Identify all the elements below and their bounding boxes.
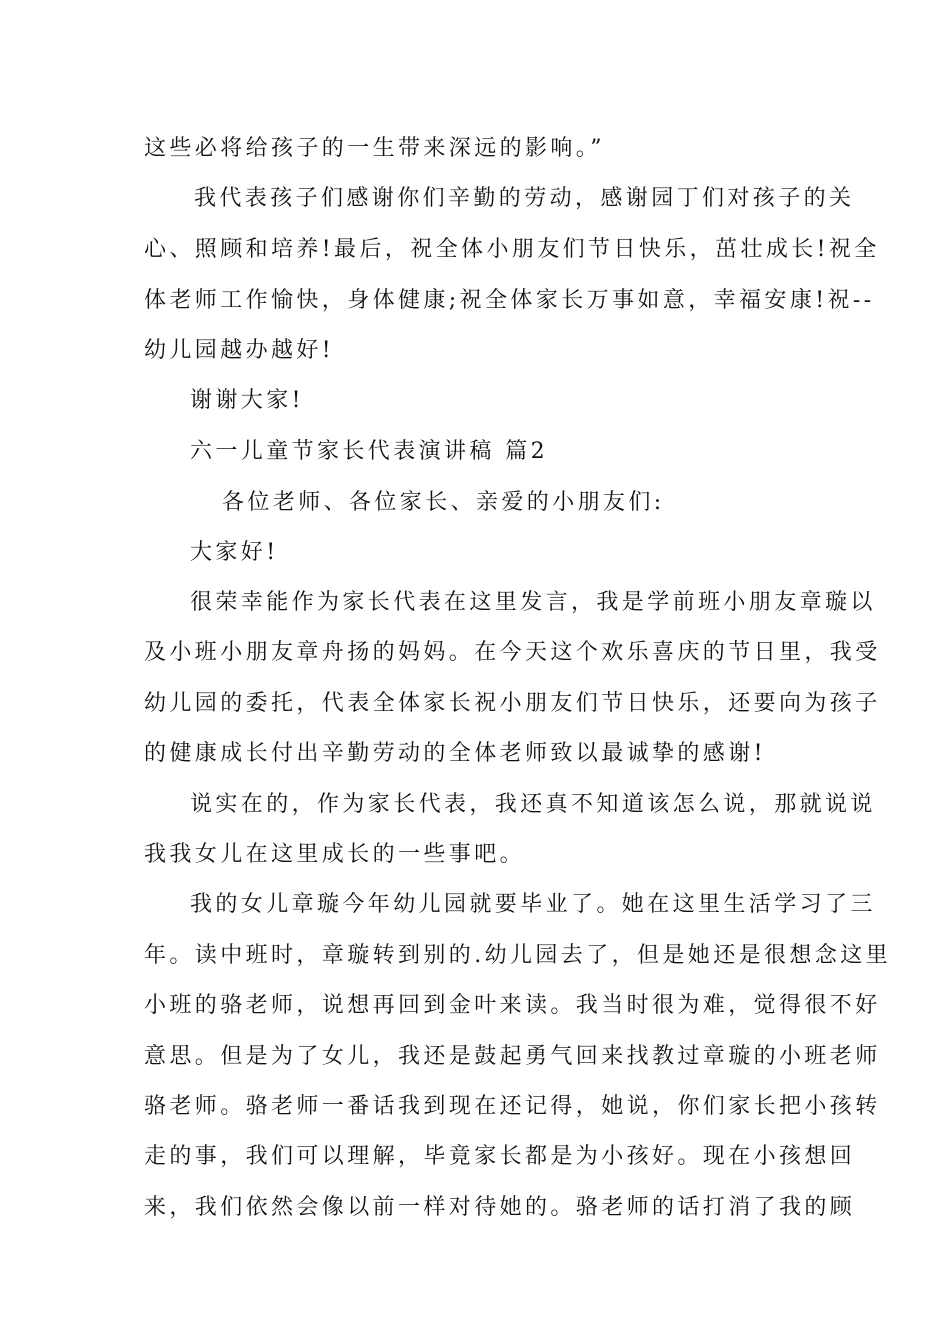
text-line: 年。读中班时，章璇转到别的.幼儿园去了，但是她还是很想念这里 (144, 943, 891, 968)
salutation: 各位老师、各位家长、亲爱的小朋友们: (222, 490, 665, 515)
text-line: 谢谢大家! (190, 388, 304, 413)
text-line: 体老师工作愉快，身体健康;祝全体家长万事如意，幸福安康!祝-- (144, 288, 875, 313)
text-line: 心、照顾和培养!最后，祝全体小朋友们节日快乐，茁壮成长!祝全 (144, 237, 880, 262)
text-line: 幼儿园越办越好! (144, 338, 335, 363)
text-line: 及小班小朋友章舟扬的妈妈。在今天这个欢乐喜庆的节日里，我受 (144, 640, 881, 665)
greeting: 大家好! (190, 540, 279, 565)
text-line: 我代表孩子们感谢你们辛勤的劳动，感谢园丁们对孩子的关 (194, 186, 855, 211)
text-line: 意思。但是为了女儿，我还是鼓起勇气回来找教过章璇的小班老师 (144, 1044, 881, 1069)
text-line: 来，我们依然会像以前一样对待她的。骆老师的话打消了我的顾 (144, 1195, 856, 1220)
text-line: 走的事，我们可以理解，毕竟家长都是为小孩好。现在小孩想回 (144, 1144, 856, 1169)
text-line: 的健康成长付出辛勤劳动的全体老师致以最诚挚的感谢! (144, 741, 766, 766)
text-line: 我的女儿章璇今年幼儿园就要毕业了。她在这里生活学习了三 (190, 892, 876, 917)
text-line: 说实在的，作为家长代表，我还真不知道该怎么说，那就说说 (190, 792, 876, 817)
section-heading: 六一儿童节家长代表演讲稿 篇2 (190, 439, 548, 464)
text-line: 我我女儿在这里成长的一些事吧。 (144, 842, 526, 867)
text-line: 骆老师。骆老师一番话我到现在还记得，她说，你们家长把小孩转 (144, 1094, 881, 1119)
text-line: 这些必将给孩子的一生带来深远的影响。” (144, 136, 605, 161)
text-line: 小班的骆老师，说想再回到金叶来读。我当时很为难，觉得很不好 (144, 993, 881, 1018)
text-line: 幼儿园的委托，代表全体家长祝小朋友们节日快乐，还要向为孩子 (144, 691, 881, 716)
text-line: 很荣幸能作为家长代表在这里发言，我是学前班小朋友章璇以 (190, 590, 876, 615)
